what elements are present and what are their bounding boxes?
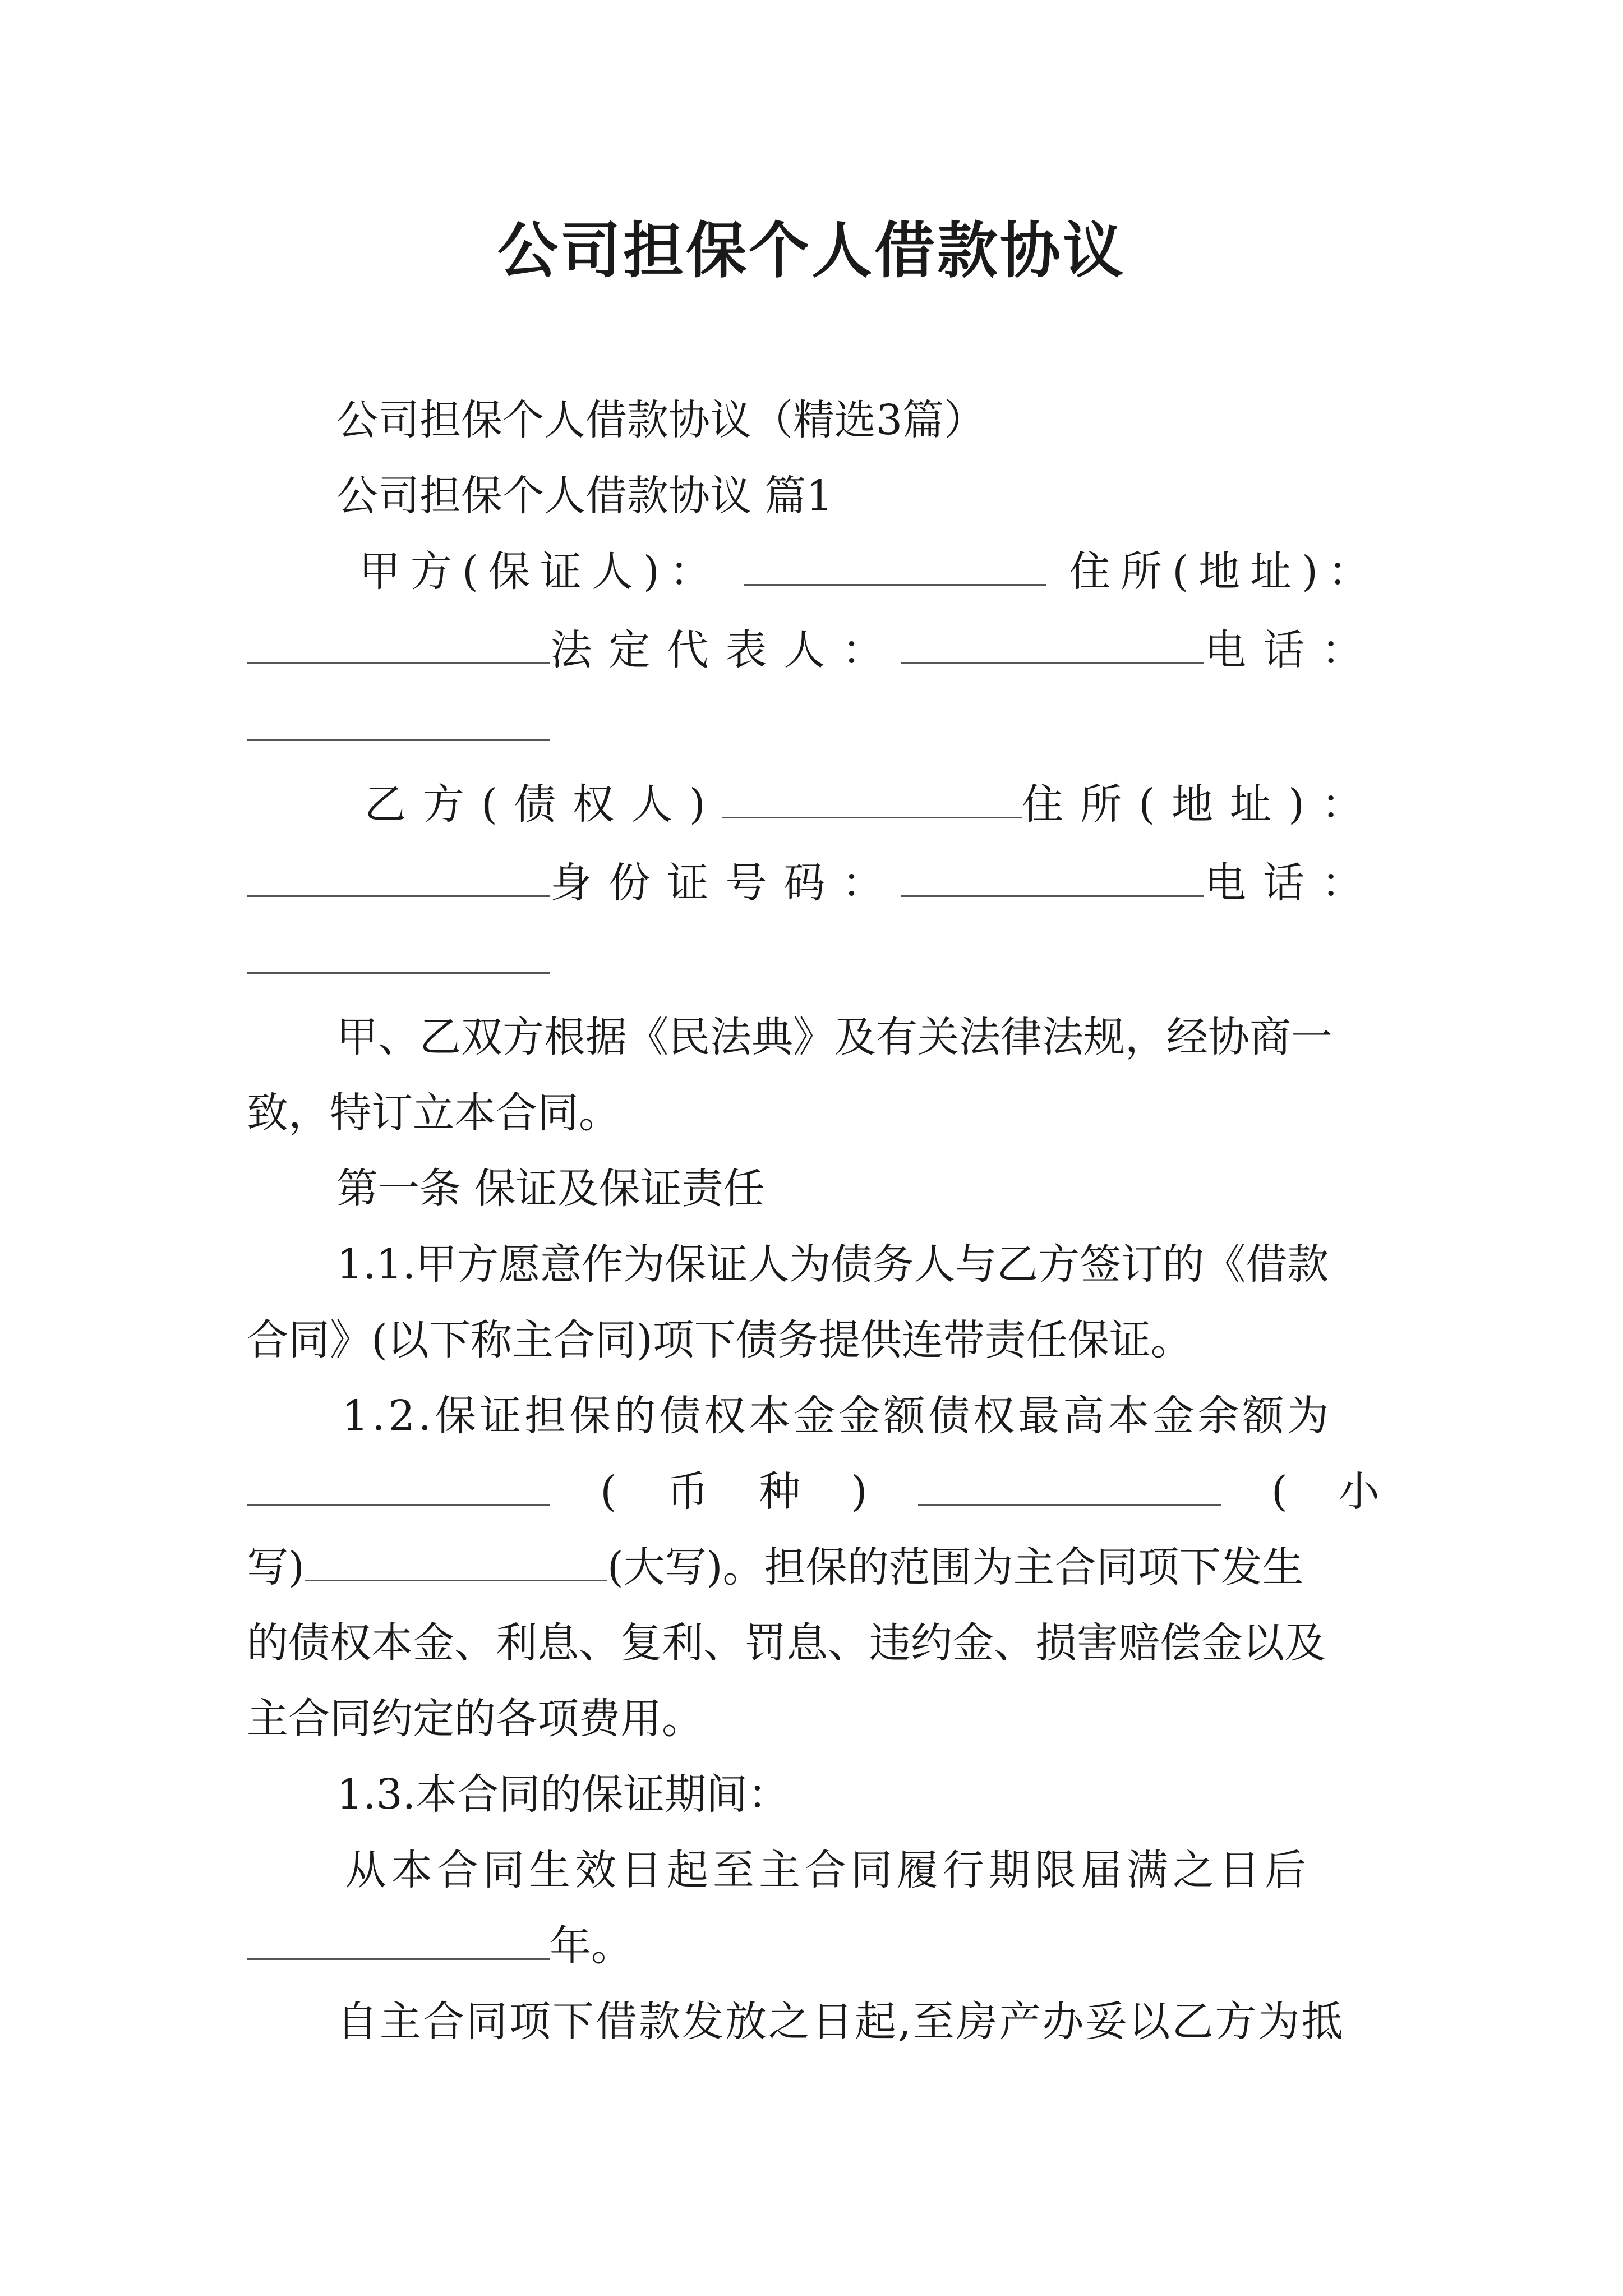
party-b-phone-blank[interactable] (247, 972, 550, 974)
party-b-name-label: 乙方(债权人) (365, 780, 722, 829)
clause-1-3-line-1: 从本合同生效日起至主合同履行期限届满之日后 (345, 1846, 1311, 1894)
currency-char-1: 币 (667, 1467, 709, 1516)
currency-close-paren: ) (851, 1467, 868, 1516)
subtitle: 公司担保个人借款协议（精选3篇） (336, 396, 986, 444)
clause-1-2-line-3 (247, 1534, 1380, 1594)
party-a-row-2 (247, 617, 1380, 677)
clause-1-3-line-2 (247, 1913, 1380, 1972)
clause-1-1-line-2: 合同》(以下称主合同)项下债务提供连带责任保证。 (247, 1316, 1192, 1364)
currency-open-paren: ( (600, 1467, 617, 1516)
party-b-address-label: 住所(地址)： (1022, 780, 1380, 829)
intro-line-1: 甲、乙双方根据《民法典》及有关法律法规，经协商一 (336, 1013, 1332, 1061)
clause-1-3-heading: 1.3.本合同的保证期间： (336, 1770, 790, 1819)
party-b-id-label: 身份证号码： (550, 859, 901, 907)
currency-char-2: 种 (759, 1467, 801, 1516)
intro-line-2: 致，特订立本合同。 (247, 1089, 620, 1137)
clause-1-2-line-4: 的债权本金、利息、复利、罚息、违约金、损害赔偿金以及 (247, 1619, 1326, 1667)
party-a-name-label: 甲方(保证人)： (359, 547, 721, 596)
party-b-name-blank[interactable] (722, 813, 1022, 818)
article-1-heading: 第一条 保证及保证责任 (336, 1165, 765, 1213)
clause-1-2-line-1: 1.2.保证担保的债权本金金额债权最高本金余额为 (342, 1392, 1332, 1440)
small-open-paren: ( (1271, 1467, 1288, 1516)
party-b-address-blank[interactable] (247, 892, 550, 897)
party-b-row-2 (247, 850, 1380, 909)
document-title: 公司担保个人借款协议 (497, 215, 1126, 286)
clause-1-1-line-1: 1.1.甲方愿意作为保证人为债务人与乙方签订的《借款 (336, 1240, 1329, 1289)
chapter-heading: 公司担保个人借款协议 篇1 (336, 472, 833, 520)
clause-1-2-line-2 (247, 1458, 1380, 1518)
small-write-close: 写) (247, 1543, 305, 1591)
clause-1-2-line-5: 主合同约定的各项费用。 (247, 1695, 703, 1743)
clause-1-3-line-3: 自主合同项下借款发放之日起,至房产办妥以乙方为抵 (336, 1998, 1345, 2046)
amount-blank-2[interactable] (918, 1501, 1221, 1506)
party-a-phone-blank[interactable] (247, 739, 550, 741)
years-suffix: 年。 (550, 1922, 633, 1970)
amount-blank-3[interactable] (305, 1576, 607, 1581)
guarantee-years-blank[interactable] (247, 1955, 550, 1960)
party-b-id-blank[interactable] (901, 892, 1204, 897)
party-b-phone-label: 电话： (1204, 859, 1380, 907)
party-a-address-label: 住所(地址)： (1069, 547, 1380, 596)
amount-blank-1[interactable] (247, 1501, 550, 1506)
party-a-rep-label: 法定代表人： (550, 626, 901, 674)
party-a-name-blank[interactable] (744, 581, 1046, 586)
party-a-row-1 (359, 539, 1380, 598)
party-b-row-1 (365, 771, 1380, 831)
small-char: 小 (1338, 1467, 1380, 1516)
clause-1-2-scope-start: (大写)。担保的范围为主合同项下发生 (607, 1543, 1304, 1591)
party-a-address-blank[interactable] (247, 659, 550, 664)
party-a-phone-label: 电话： (1204, 626, 1380, 674)
party-a-rep-blank[interactable] (901, 659, 1204, 664)
